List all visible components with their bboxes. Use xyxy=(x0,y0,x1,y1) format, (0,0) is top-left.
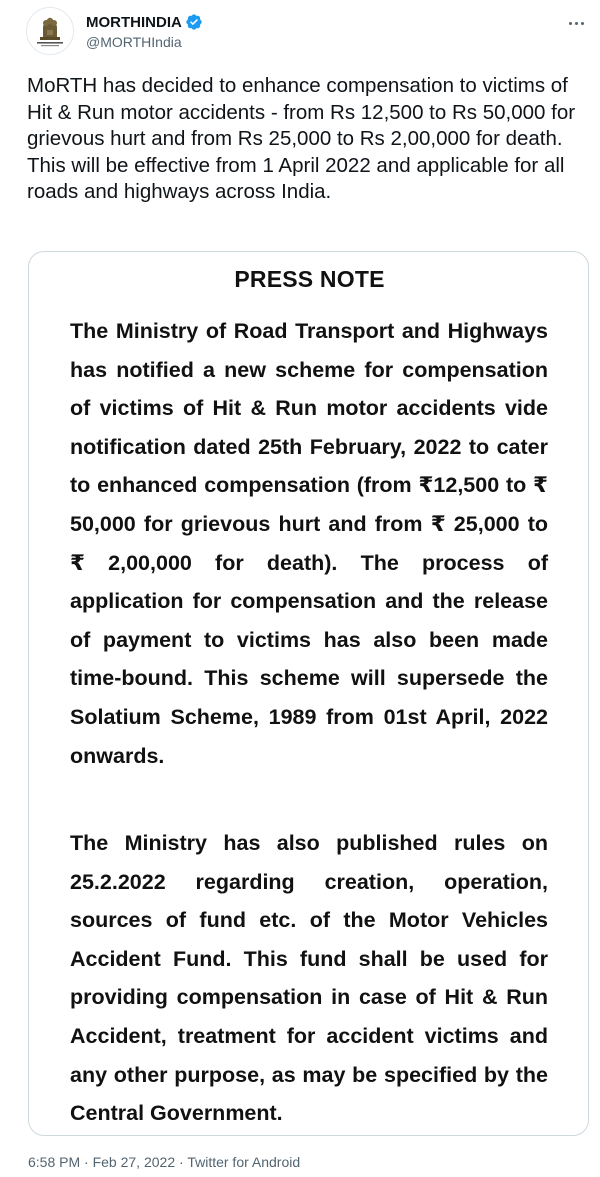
press-note-paragraph: The Ministry of Road Transport and Highways has notified a new scheme for compensation of victims of Hit & Run motor accidents vide notification dated 25th February, 2022 to cater to enhanced compensation (from ₹12,500 to ₹ 50,000 for grievous hurt and from ₹ 25,000 to ₹ 2,00,000 for death). The process of application for compensation and the release of payment to victims has also been made time-bound. This scheme will supersede the Solatium Scheme, 1989 from 01st April, 2022 onwards. xyxy=(70,319,548,768)
account-names xyxy=(86,12,203,50)
avatar[interactable] xyxy=(26,7,74,55)
tweet-header xyxy=(26,7,592,57)
press-note-image[interactable] xyxy=(28,251,589,1136)
verified-badge-icon xyxy=(185,13,203,31)
handle[interactable]: @MORTHIndia xyxy=(86,34,182,50)
press-note-paragraph: The Ministry has also published rules on 25.2.2022 regarding creation, operation, sources of fund etc. of the Motor Vehicles Accident Fund. This fund shall be used for providing compensation in case of Hit & Run Accident, treatment for accident victims and any other purpose, as may be specified by the Central Government. xyxy=(70,831,548,1126)
more-options-icon[interactable] xyxy=(560,11,592,35)
tweet-date[interactable]: Feb 27, 2022 xyxy=(92,1154,176,1170)
meta-separator: · xyxy=(80,1154,93,1170)
tweet-text: MoRTH has decided to enhance compensation to victims of Hit & Run motor accidents - from Rs 12,500 to Rs 50,000 for grievous hurt and from Rs 25,000 to Rs 2,00,000 for death. This will be effective from 1 April 2022 and applicable for all roads and highways across India. xyxy=(27,74,576,203)
meta-separator: · xyxy=(175,1154,188,1170)
tweet-meta xyxy=(28,1154,300,1170)
tweet-time[interactable]: 6:58 PM xyxy=(28,1154,81,1170)
press-note-title: PRESS NOTE xyxy=(234,266,385,292)
display-name[interactable]: MORTHINDIA xyxy=(86,13,182,31)
tweet-source[interactable]: Twitter for Android xyxy=(187,1154,301,1170)
state-emblem-icon xyxy=(27,8,73,54)
